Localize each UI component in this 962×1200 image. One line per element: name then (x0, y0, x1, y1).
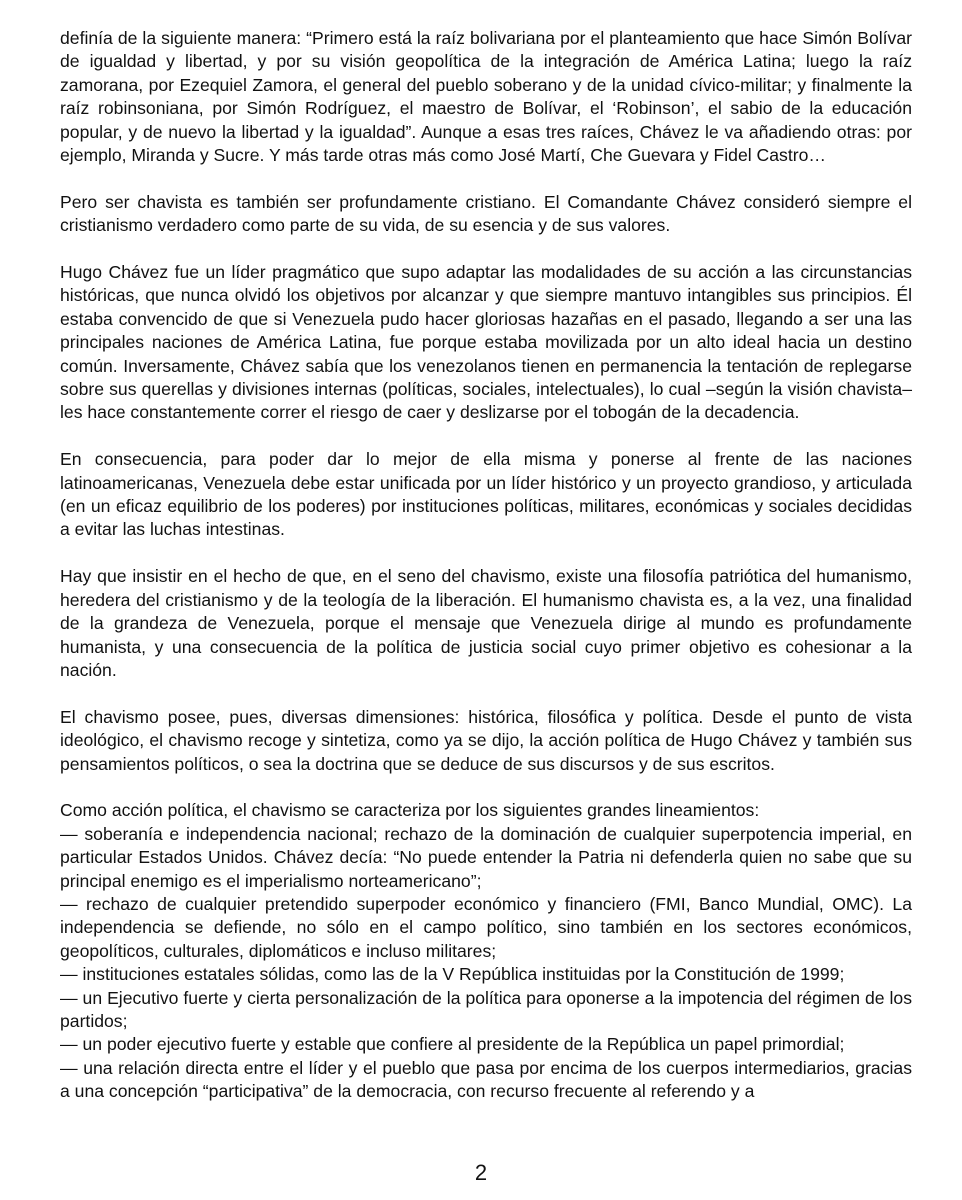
paragraph-pragmatic-leader: Hugo Chávez fue un líder pragmático que supo adaptar las modalidades de su acción a las circunstancias históricas, que nunca olvidó los objetivos por alcanzar y que siempre mantuvo intangibles sus principios. Él estaba convencido de que si Venezuela pudo hacer gloriosas hazañas en el pasado, llegando a ser una las principales naciones de América Latina, fue porque estaba movilizada por un alto ideal hacia un destino común. Inversamente, Chávez sabía que los venezolanos tienen en permanencia la tentación de replegarse sobre sus querellas y divisiones internas (políticas, sociales, intelectuales), lo cual –según la visión chavista– les hace constantemente correr el riesgo de caer y deslizarse por el tobogán de la decadencia. (60, 262, 912, 423)
page-number: 2 (474, 1160, 488, 1185)
paragraph-christianity: Pero ser chavista es también ser profundamente cristiano. El Comandante Chávez consideró siempre el cristianismo verdadero como parte de su vida, de su esencia y de sus valores. (60, 191, 912, 236)
list-item: — soberanía e independencia nacional; rechazo de la dominación de cualquier superpotencia imperial, en particular Estados Unidos. Chávez decía: “No puede entender la Patria ni defenderla quien no sabe que su principal enemigo es el imperialismo norteamericano”; (60, 823, 912, 891)
list-intro: Como acción política, el chavismo se caracteriza por los siguientes grandes lineamientos: (60, 800, 760, 821)
paragraph-roots-of-chavismo: definía de la siguiente manera: “Primero está la raíz bolivariana por el planteamiento que hace Simón Bolívar de igualdad y libertad, y por su visión geopolítica de la integración de América Latina; luego la raíz zamorana, por Ezequiel Zamora, el general del pueblo soberano y de la unidad cívico-militar; y finalmente la raíz robinsoniana, por Simón Rodríguez, el maestro de Bolívar, el ‘Robinson’, el sabio de la educación popular, y de nuevo la libertad y la igualdad”. Aunque a esas tres raíces, Chávez le va añadiendo otras: por ejemplo, Miranda y Sucre. Y más tarde otras más como José Martí, Che Guevara y Fidel Castro… (60, 28, 912, 166)
list-item: — una relación directa entre el líder y el pueblo que pasa por encima de los cuerpos intermediarios, gracias a una concepción “participativa” de la democracia, con recurso frecuente al referendo y a (60, 1057, 912, 1102)
list-item: — un poder ejecutivo fuerte y estable que confiere al presidente de la República un papel primordial; (60, 1034, 845, 1055)
paragraph-consequence: En consecuencia, para poder dar lo mejor de ella misma y ponerse al frente de las naciones latinoamericanas, Venezuela debe estar unificada por un líder histórico y un proyecto grandioso, y articulada (en un eficaz equilibrio de los poderes) por instituciones políticas, militares, económicas y sociales decididas a evitar las luchas intestinas. (60, 449, 912, 540)
paragraph-humanism: Hay que insistir en el hecho de que, en el seno del chavismo, existe una filosofía patriótica del humanismo, heredera del cristianismo y de la teología de la liberación. El humanismo chavista es, a la vez, una finalidad de la grandeza de Venezuela, porque el mensaje que Venezuela dirige al mundo es profundamente humanista, y una consecuencia de la política de justicia social cuyo primer objetivo es cohesionar a la nación. (60, 566, 912, 680)
list-item: — un Ejecutivo fuerte y cierta personalización de la política para oponerse a la impotencia del régimen de los partidos; (60, 987, 912, 1031)
list-item: — rechazo de cualquier pretendido superpoder económico y financiero (FMI, Banco Mundial, OMC). La independencia se defiende, no sólo en el campo político, sino también en los sectores económicos, geopolíticos, culturales, diplomáticos e incluso militares; (60, 893, 912, 961)
page-body (60, 27, 912, 1104)
paragraph-dimensions: El chavismo posee, pues, diversas dimensiones: histórica, filosófica y política. Desde el punto de vista ideológico, el chavismo recoge y sintetiza, como ya se dijo, la acción política de Hugo Chávez y también sus pensamientos políticos, o sea la doctrina que se deduce de sus discursos y de sus escritos. (60, 706, 912, 774)
list-item: — instituciones estatales sólidas, como las de la V República instituidas por la Constitución de 1999; (60, 964, 845, 985)
guidelines-list (60, 823, 912, 1104)
